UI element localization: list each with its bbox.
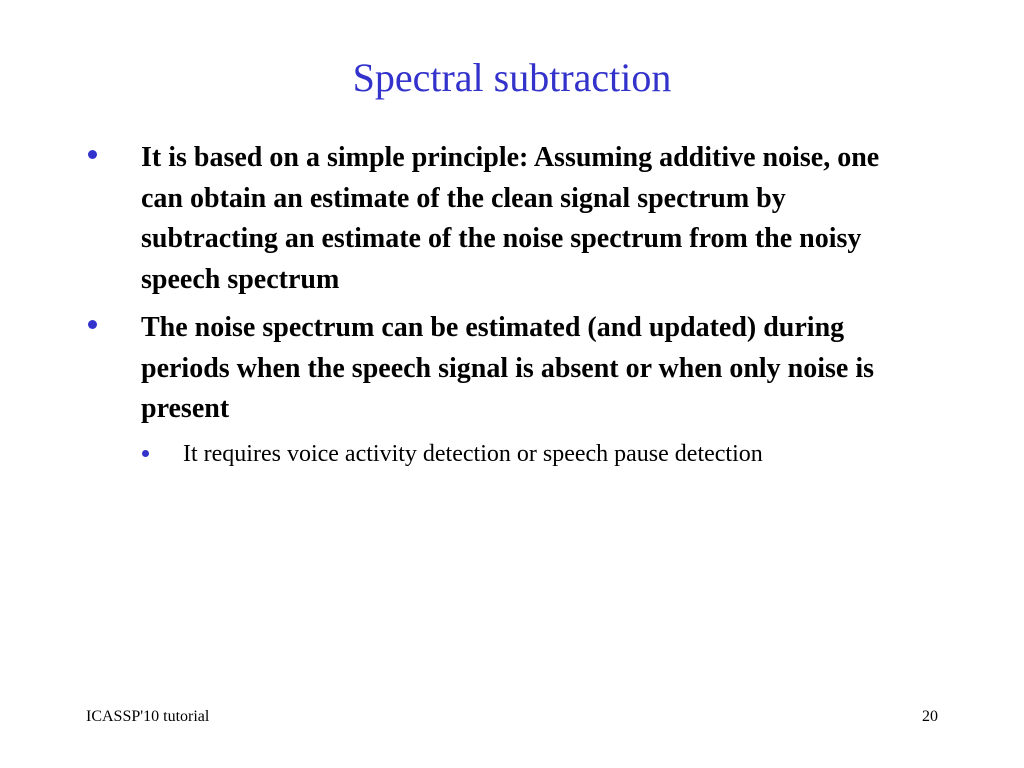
sub-bullet-item xyxy=(0,438,1024,470)
bullet-text: The noise spectrum can be estimated (and updated) during periods when the speech signal is absent or when only noise is present xyxy=(141,312,875,424)
bullet-dot-icon xyxy=(88,320,97,329)
slide-title: Spectral subtraction xyxy=(352,55,672,100)
bullet-item xyxy=(0,138,1024,300)
footer-label: ICASSP'10 tutorial xyxy=(86,708,210,725)
sub-bullet-dot-icon xyxy=(142,450,149,457)
bullet-list xyxy=(0,138,1024,470)
page-number: 20 xyxy=(922,708,938,725)
bullet-text: It is based on a simple principle: Assuming additive noise, one can obtain an estimate of the clean signal spectrum by subtracting an estimate of the noise spectrum from the noisy speech spectrum xyxy=(141,142,880,295)
bullet-item xyxy=(0,308,1024,430)
bullet-dot-icon xyxy=(88,150,97,159)
sub-bullet-text: It requires voice activity detection or speech pause detection xyxy=(183,440,763,467)
